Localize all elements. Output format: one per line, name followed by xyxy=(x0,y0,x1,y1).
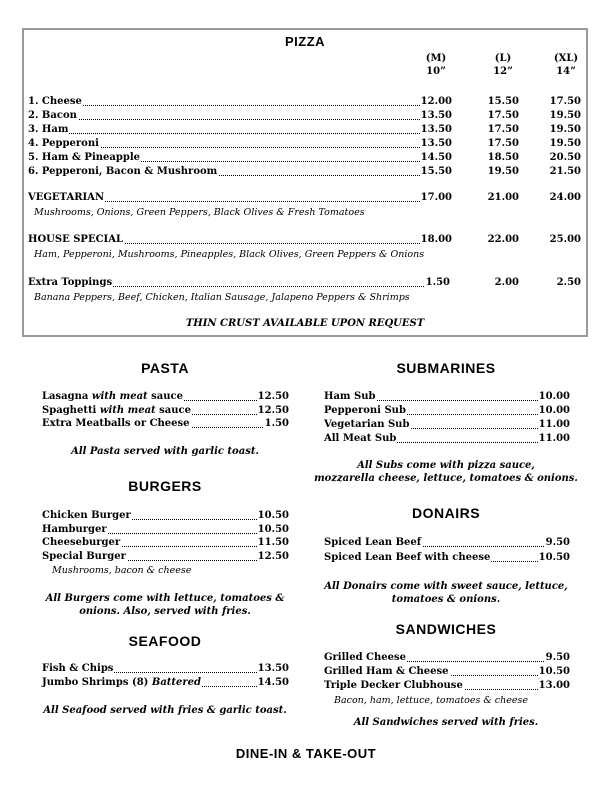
item-name-text: Ham Sub xyxy=(324,391,376,402)
item-price: 17.00 xyxy=(420,192,452,203)
pizza-price-xl: 2.50 xyxy=(556,277,581,288)
item-name-text: sauce xyxy=(155,404,191,416)
item-name-text: Fish & Chips xyxy=(42,663,114,674)
pizza-house-special-row xyxy=(28,234,452,246)
item-name-text: Grilled Cheese xyxy=(324,652,406,663)
item-name xyxy=(324,680,464,692)
pizza-price-xl: 19.50 xyxy=(549,138,581,149)
item-name-emphasis: with meat xyxy=(91,391,148,402)
item-name xyxy=(324,391,376,403)
item-price: 9.50 xyxy=(545,537,570,548)
pasta-item-row xyxy=(42,405,289,417)
pizza-item-row xyxy=(28,96,452,108)
item-name-text: Special Burger xyxy=(42,550,126,562)
item-price: 13.50 xyxy=(420,124,452,135)
donairs-title: DONAIRS xyxy=(411,505,481,521)
pizza-note: THIN CRUST AVAILABLE UPON REQUEST xyxy=(185,318,425,329)
item-price: 10.50 xyxy=(538,552,570,563)
burger-item-row xyxy=(42,510,289,522)
extra-toppings-description: Banana Peppers, Beef, Chicken, Italian Sausage, Jalapeno Peppers & Shrimps xyxy=(34,292,410,303)
item-name xyxy=(28,192,105,204)
donair-item-row xyxy=(324,552,570,564)
item-name xyxy=(28,96,83,108)
item-price: 10.00 xyxy=(538,391,570,402)
item-name-text: 2. Bacon xyxy=(28,110,77,121)
submarines-title: SUBMARINES xyxy=(396,360,496,376)
item-name xyxy=(324,537,422,549)
seafood-title: SEAFOOD xyxy=(128,633,202,649)
pizza-price-l: 21.00 xyxy=(487,192,519,203)
size-xl-header: (XL) 14” xyxy=(553,53,579,77)
item-price: 11.50 xyxy=(257,537,289,548)
submarine-item-row xyxy=(324,433,570,445)
item-name xyxy=(324,405,407,417)
dine-in-take-out-footer: DINE-IN & TAKE-OUT xyxy=(235,746,377,761)
sandwich-item-row xyxy=(324,680,570,692)
pizza-price-l: 18.50 xyxy=(487,152,519,163)
donairs-note: All Donairs come with sweet sauce, lettuce, tomatoes & onions. xyxy=(324,581,568,605)
pizza-item-row xyxy=(28,124,452,136)
pizza-price-l: 17.50 xyxy=(487,124,519,135)
item-name xyxy=(42,537,121,549)
item-price: 1.50 xyxy=(264,418,289,429)
pizza-item-row xyxy=(28,138,452,150)
item-name-emphasis: with meat xyxy=(99,404,156,416)
pizza-price-l: 19.50 xyxy=(487,166,519,177)
item-name-text: Spiced Lean Beef with cheese xyxy=(324,552,491,563)
item-name-text: Jumbo Shrimps (8) xyxy=(42,677,152,688)
special-burger-description: Mushrooms, bacon & cheese xyxy=(52,565,192,576)
item-name-text: 1. Cheese xyxy=(28,96,82,107)
sandwiches-title: SANDWICHES xyxy=(395,621,497,637)
item-name-text: Triple Decker Clubhouse xyxy=(324,680,463,691)
burger-item-row xyxy=(42,524,289,536)
item-name xyxy=(324,433,397,445)
item-name-text: 3. Ham xyxy=(28,124,69,135)
pasta-item-row xyxy=(42,391,289,403)
pizza-price-xl: 24.00 xyxy=(549,192,581,203)
item-price: 14.50 xyxy=(257,677,289,688)
item-price: 13.50 xyxy=(420,110,452,121)
item-name-text: Cheeseburger xyxy=(42,537,121,548)
item-price: 13.00 xyxy=(538,680,570,691)
item-price: 15.50 xyxy=(420,166,452,177)
dot-leader xyxy=(28,133,452,134)
size-medium-header: (M) 10” xyxy=(425,53,447,77)
size-large-header: (L) 12” xyxy=(493,53,513,77)
submarine-item-row xyxy=(324,419,570,431)
sandwiches-note: All Sandwiches served with fries. xyxy=(353,717,539,728)
submarines-note: All Subs come with pizza sauce, mozzarella cheese, lettuce, tomatoes & onions. xyxy=(314,460,578,484)
item-price: 14.50 xyxy=(420,152,452,163)
item-name-text: Vegetarian Sub xyxy=(324,419,410,430)
item-name xyxy=(28,124,69,136)
pasta-item-row xyxy=(42,418,289,430)
item-name-text: VEGETARIAN xyxy=(28,192,105,203)
item-name xyxy=(42,391,184,403)
submarine-item-row xyxy=(324,391,570,403)
item-name xyxy=(28,234,124,246)
item-price: 12.50 xyxy=(257,404,289,416)
item-name xyxy=(28,138,100,150)
dot-leader xyxy=(28,105,452,106)
house-special-description: Ham, Pepperoni, Mushrooms, Pineapples, Black Olives, Green Peppers & Onions xyxy=(34,249,425,260)
item-price: 11.00 xyxy=(538,419,570,430)
seafood-item-row xyxy=(42,663,289,675)
item-name-emphasis: Battered xyxy=(151,677,202,688)
pizza-price-l: 2.00 xyxy=(494,277,519,288)
item-name-text: HOUSE SPECIAL xyxy=(28,234,123,245)
item-price: 10.00 xyxy=(538,405,570,416)
item-price: 9.50 xyxy=(545,652,570,663)
item-price: 11.00 xyxy=(538,433,570,444)
item-price: 12.50 xyxy=(257,550,289,562)
item-name xyxy=(324,666,450,678)
item-price: 13.50 xyxy=(420,138,452,149)
pizza-price-xl: 25.00 xyxy=(549,234,581,245)
item-name-text: 6. Pepperoni, Bacon & Mushroom xyxy=(28,166,218,177)
seafood-note: All Seafood served with fries & garlic toast. xyxy=(43,705,287,716)
submarine-item-row xyxy=(324,405,570,417)
pizza-price-l: 22.00 xyxy=(487,234,519,245)
pizza-item-row xyxy=(28,166,452,178)
burger-item-row xyxy=(42,551,289,563)
item-name xyxy=(324,419,410,431)
donair-item-row xyxy=(324,537,570,549)
item-name-text: All Meat Sub xyxy=(324,433,397,444)
item-name xyxy=(324,652,407,664)
pizza-price-l: 17.50 xyxy=(487,138,519,149)
sandwich-item-row xyxy=(324,666,570,678)
item-name-text: Grilled Ham & Cheese xyxy=(324,666,449,677)
pizza-price-l: 15.50 xyxy=(487,96,519,107)
pizza-price-xl: 17.50 xyxy=(549,96,581,107)
pasta-title: PASTA xyxy=(141,360,189,376)
item-price: 12.00 xyxy=(420,96,452,107)
item-name-text: 5. Ham & Pineapple xyxy=(28,152,140,163)
pizza-extra-toppings-row xyxy=(28,277,450,289)
item-name xyxy=(42,405,192,417)
item-name-text: Chicken Burger xyxy=(42,510,131,521)
pizza-price-xl: 20.50 xyxy=(549,152,581,163)
pizza-title: PIZZA xyxy=(284,34,326,49)
item-price: 10.50 xyxy=(257,523,289,535)
item-price: 1.50 xyxy=(425,277,450,288)
dot-leader xyxy=(28,119,452,120)
item-name xyxy=(324,552,491,564)
item-name xyxy=(42,551,127,563)
item-price: 13.50 xyxy=(257,663,289,674)
item-price: 10.50 xyxy=(257,510,289,521)
pizza-price-xl: 19.50 xyxy=(549,124,581,135)
item-name xyxy=(42,418,191,430)
item-name xyxy=(28,110,78,122)
item-name-text: Spiced Lean Beef xyxy=(324,537,422,548)
item-name xyxy=(28,166,218,178)
pizza-item-row xyxy=(28,110,452,122)
item-name xyxy=(42,677,202,689)
burgers-title: BURGERS xyxy=(128,478,202,494)
burger-item-row xyxy=(42,537,289,549)
item-price: 18.00 xyxy=(420,234,452,245)
item-name-text: Extra Meatballs or Cheese xyxy=(42,418,190,429)
item-name-text: Hamburger xyxy=(42,523,107,535)
item-name-text: Spaghetti xyxy=(42,404,100,416)
pizza-vegetarian-row xyxy=(28,192,452,204)
sandwich-item-row xyxy=(324,652,570,664)
pizza-price-l: 17.50 xyxy=(487,110,519,121)
pizza-item-row xyxy=(28,152,452,164)
burgers-note: All Burgers come with lettuce, tomatoes & onions. Also, served with fries. xyxy=(45,593,285,617)
clubhouse-description: Bacon, ham, lettuce, tomatoes & cheese xyxy=(334,695,528,706)
pizza-price-xl: 19.50 xyxy=(549,110,581,121)
vegetarian-description: Mushrooms, Onions, Green Peppers, Black Olives & Fresh Tomatoes xyxy=(34,207,365,218)
item-name-text: sauce xyxy=(147,391,183,402)
item-name xyxy=(42,663,114,675)
item-name xyxy=(28,277,113,289)
pasta-note: All Pasta served with garlic toast. xyxy=(71,446,259,457)
item-name-text: 4. Pepperoni xyxy=(28,138,99,149)
item-name xyxy=(28,152,141,164)
item-name-text: Extra Toppings xyxy=(28,277,113,288)
item-name xyxy=(42,510,132,522)
seafood-item-row xyxy=(42,677,289,689)
item-name-text: Lasagna xyxy=(42,391,92,402)
item-name-text: Pepperoni Sub xyxy=(324,405,406,416)
item-price: 12.50 xyxy=(257,391,289,402)
item-price: 10.50 xyxy=(538,666,570,677)
pizza-price-xl: 21.50 xyxy=(549,166,581,177)
item-name xyxy=(42,524,108,536)
